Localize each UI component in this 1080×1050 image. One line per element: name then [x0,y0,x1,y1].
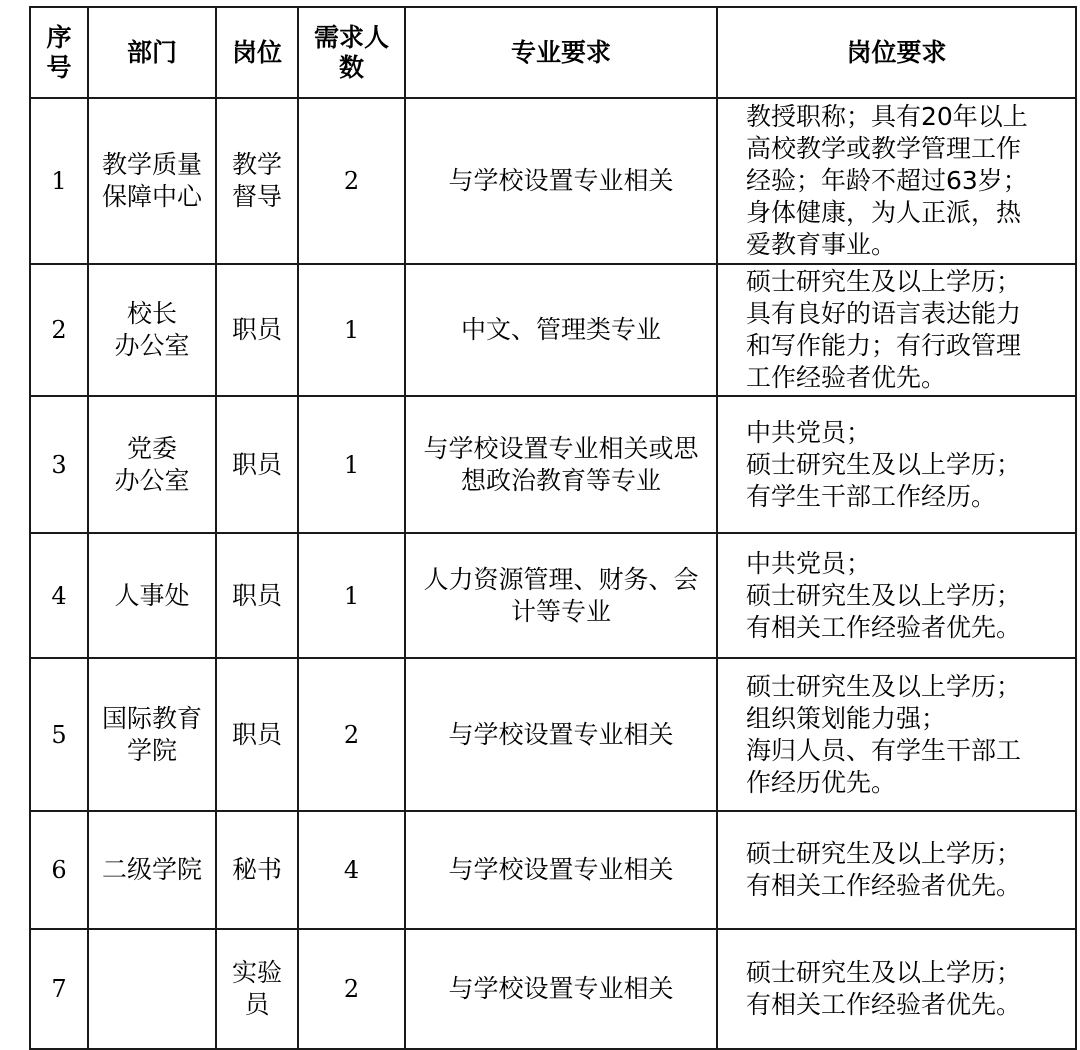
cell-requirements-line: 中共党员； [746,548,872,578]
recruitment-table [29,6,1077,1050]
cell-major-line: 人力资源管理、财务、会 [423,564,699,594]
cell-requirements-line: 硕士研究生及以上学历； [746,580,1022,610]
cell-major-line: 想政治教育等专业 [460,465,661,495]
cell-major [405,264,717,396]
table-row [30,264,1076,396]
cell-dept [88,658,216,811]
cell-dept-line: 教学质量 [101,150,202,179]
table-row [30,811,1076,929]
table-row [30,929,1076,1049]
cell-major-line: 与学校设置专业相关 [448,855,674,884]
cell-post [216,98,298,264]
cell-requirements-line: 有相关工作经验者优先。 [746,612,1022,642]
cell-seq: 2 [30,264,88,396]
header-requirements: 岗位要求 [717,7,1076,98]
cell-requirements-line: 硕士研究生及以上学历； [746,449,1022,479]
cell-major [405,929,717,1049]
cell-count: 4 [298,811,405,929]
cell-seq: 1 [30,98,88,264]
table-row [30,396,1076,533]
cell-requirements-line: 硕士研究生及以上学历； [746,958,1022,987]
cell-major [405,658,717,811]
header-seq-line: 序 [46,22,72,52]
cell-requirements-line: 硕士研究生及以上学历； [746,267,1022,296]
cell-dept [88,533,216,658]
cell-requirements-line: 有学生干部工作经历。 [746,481,997,511]
cell-major-line: 与学校设置专业相关 [448,974,674,1003]
cell-dept-line: 党委 [126,433,177,463]
cell-post-line: 职员 [231,580,282,610]
cell-dept-line: 二级学院 [101,855,202,884]
header-dept: 部门 [88,7,216,98]
cell-post [216,396,298,533]
cell-major-line: 与学校设置专业相关 [448,719,674,749]
cell-post [216,533,298,658]
cell-seq: 3 [30,396,88,533]
cell-dept-line: 人事处 [114,580,190,610]
cell-post [216,929,298,1049]
cell-major-line: 与学校设置专业相关或思 [423,433,699,463]
cell-count: 2 [298,658,405,811]
table-row [30,533,1076,658]
cell-post-line: 实验 [231,958,282,987]
cell-requirements [717,658,1076,811]
cell-requirements-line: 作经历优先。 [746,767,897,797]
cell-count: 2 [298,929,405,1049]
cell-dept [88,98,216,264]
cell-major [405,98,717,264]
cell-dept-line: 办公室 [114,331,190,360]
cell-requirements [717,533,1076,658]
cell-requirements-line: 教授职称；具有20年以上 [746,102,1028,131]
cell-count: 1 [298,396,405,533]
table-row [30,98,1076,264]
cell-dept [88,396,216,533]
cell-requirements-line: 组织策划能力强； [746,703,947,733]
header-post: 岗位 [216,7,298,98]
cell-requirements [717,929,1076,1049]
cell-post-line: 秘书 [231,855,282,884]
cell-requirements-line: 高校教学或教学管理工作 [746,134,1022,163]
cell-dept [88,811,216,929]
cell-post [216,658,298,811]
cell-post-line: 职员 [231,315,282,344]
cell-post-line: 职员 [231,719,282,749]
cell-major [405,533,717,658]
cell-requirements-line: 海归人员、有学生干部工 [746,735,1022,765]
cell-dept [88,929,216,1049]
cell-requirements-line: 身体健康，为人正派，热 [746,198,1022,227]
table-row [30,658,1076,811]
cell-post [216,264,298,396]
header-count-line: 数 [338,52,364,82]
header-seq [30,7,88,98]
cell-dept-line: 校长 [126,299,177,328]
header-major: 专业要求 [405,7,717,98]
cell-count: 2 [298,98,405,264]
cell-major-line: 计等专业 [510,596,611,626]
cell-dept-line: 保障中心 [101,182,202,211]
cell-requirements-line: 有相关工作经验者优先。 [746,990,1022,1019]
cell-requirements-line: 工作经验者优先。 [746,363,947,392]
cell-requirements-line: 有相关工作经验者优先。 [746,871,1022,900]
cell-post-line: 员 [244,990,270,1019]
cell-post-line: 教学 [231,150,282,179]
cell-post-line: 督导 [231,182,282,211]
cell-major-line: 与学校设置专业相关 [448,166,674,195]
cell-requirements-line: 爱教育事业。 [746,230,897,259]
header-count [298,7,405,98]
header-count-line: 需求人 [313,22,389,52]
cell-requirements [717,264,1076,396]
cell-dept-line: 办公室 [114,465,190,495]
cell-count: 1 [298,264,405,396]
header-seq-line: 号 [46,52,72,82]
cell-seq: 4 [30,533,88,658]
cell-major [405,396,717,533]
cell-requirements-line: 经验；年龄不超过63岁； [746,166,1028,195]
cell-requirements [717,811,1076,929]
cell-requirements-line: 中共党员； [746,417,872,447]
cell-requirements-line: 硕士研究生及以上学历； [746,671,1022,701]
cell-requirements [717,98,1076,264]
cell-dept-line: 学院 [126,735,177,765]
cell-requirements-line: 具有良好的语言表达能力 [746,299,1022,328]
table-header-row [30,7,1076,98]
cell-dept [88,264,216,396]
table-body [30,98,1076,1049]
cell-major [405,811,717,929]
cell-count: 1 [298,533,405,658]
cell-requirements [717,396,1076,533]
cell-post-line: 职员 [231,449,282,479]
cell-requirements-line: 硕士研究生及以上学历； [746,839,1022,868]
cell-requirements-line: 和写作能力；有行政管理 [746,331,1022,360]
cell-dept-line: 国际教育 [101,703,202,733]
cell-seq: 5 [30,658,88,811]
cell-major-line: 中文、管理类专业 [460,315,661,344]
cell-post [216,811,298,929]
cell-seq: 6 [30,811,88,929]
cell-seq: 7 [30,929,88,1049]
